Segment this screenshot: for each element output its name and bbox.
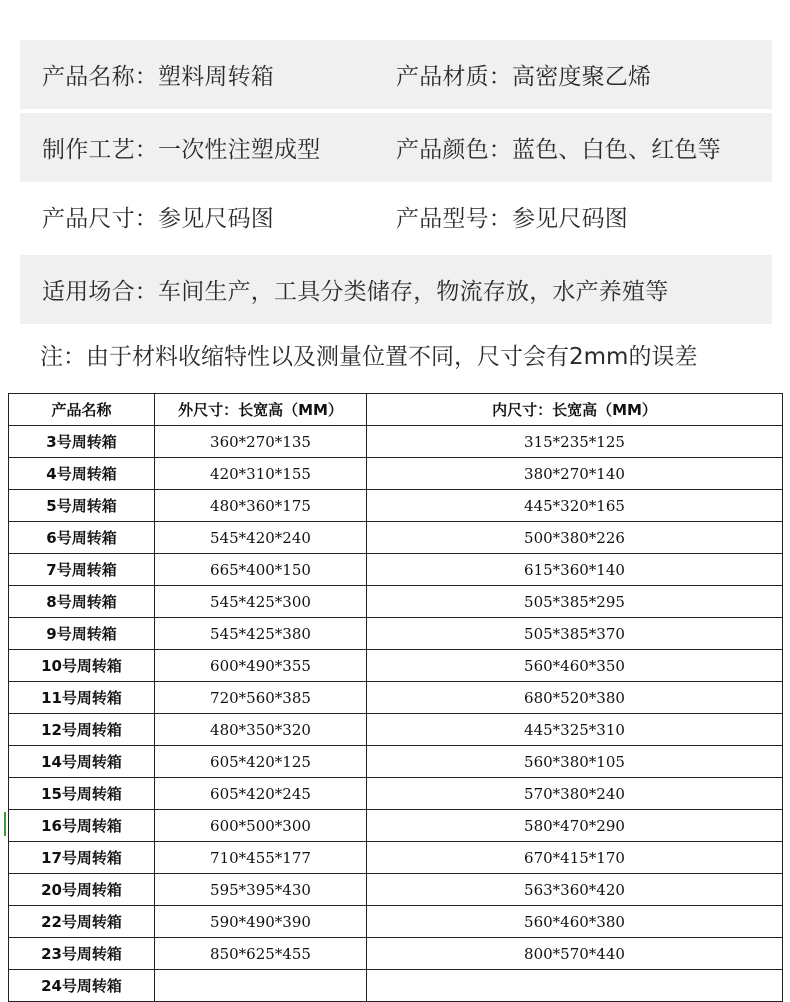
- cell-inner-size: 563*360*420: [367, 874, 783, 906]
- cell-inner-size: 800*570*440: [367, 938, 783, 970]
- cell-inner-size: 680*520*380: [367, 682, 783, 714]
- cell-outer-size: 545*425*300: [155, 586, 367, 618]
- header-outer-size: 外尺寸：长宽高（MM）: [155, 394, 367, 426]
- spec-row-4: [20, 255, 772, 324]
- cell-inner-size: 580*470*290: [367, 810, 783, 842]
- header-product-name: 产品名称: [9, 394, 155, 426]
- cell-product-name: 14号周转箱: [9, 746, 155, 778]
- table-row: [9, 682, 783, 714]
- cell-inner-size: 560*460*350: [367, 650, 783, 682]
- spec-model: 产品型号：参见尺码图: [396, 206, 628, 232]
- cell-product-name: 5号周转箱: [9, 490, 155, 522]
- table-row: [9, 458, 783, 490]
- cell-outer-size: 545*425*380: [155, 618, 367, 650]
- size-table-container: [8, 393, 790, 995]
- cell-outer-size: 850*625*455: [155, 938, 367, 970]
- table-row: [9, 522, 783, 554]
- cell-outer-size: 420*310*155: [155, 458, 367, 490]
- spec-row-1: [20, 40, 772, 109]
- cell-product-name: 8号周转箱: [9, 586, 155, 618]
- cell-inner-size: 570*380*240: [367, 778, 783, 810]
- cell-outer-size: 710*455*177: [155, 842, 367, 874]
- header-inner-size: 内尺寸：长宽高（MM）: [367, 394, 783, 426]
- cell-outer-size: 605*420*125: [155, 746, 367, 778]
- cell-outer-size: 360*270*135: [155, 426, 367, 458]
- cell-outer-size: [155, 970, 367, 1002]
- spec-product-name: 产品名称：塑料周转箱: [42, 64, 274, 90]
- cell-inner-size: 505*385*295: [367, 586, 783, 618]
- spec-panel: [20, 40, 772, 324]
- cell-product-name: 3号周转箱: [9, 426, 155, 458]
- tolerance-note: 注：由于材料收缩特性以及测量位置不同，尺寸会有2mm的误差: [40, 344, 698, 370]
- cell-outer-size: 480*360*175: [155, 490, 367, 522]
- cell-product-name: 6号周转箱: [9, 522, 155, 554]
- table-row: [9, 938, 783, 970]
- table-row: [9, 490, 783, 522]
- cell-inner-size: 670*415*170: [367, 842, 783, 874]
- cell-inner-size: 560*380*105: [367, 746, 783, 778]
- cell-product-name: 23号周转箱: [9, 938, 155, 970]
- table-row: [9, 906, 783, 938]
- cell-product-name: 20号周转箱: [9, 874, 155, 906]
- cell-product-name: 24号周转箱: [9, 970, 155, 1002]
- cell-inner-size: [367, 970, 783, 1002]
- table-row: [9, 746, 783, 778]
- cell-outer-size: 600*490*355: [155, 650, 367, 682]
- spec-material: 产品材质：高密度聚乙烯: [396, 64, 652, 90]
- cell-inner-size: 315*235*125: [367, 426, 783, 458]
- cell-outer-size: 590*490*390: [155, 906, 367, 938]
- row-marker: [4, 812, 6, 836]
- cell-inner-size: 560*460*380: [367, 906, 783, 938]
- cell-outer-size: 600*500*300: [155, 810, 367, 842]
- cell-product-name: 16号周转箱: [9, 810, 155, 842]
- spec-colors: 产品颜色：蓝色、白色、红色等: [396, 137, 721, 163]
- table-row: [9, 810, 783, 842]
- table-row: [9, 842, 783, 874]
- table-row: [9, 714, 783, 746]
- cell-outer-size: 605*420*245: [155, 778, 367, 810]
- table-row: [9, 874, 783, 906]
- cell-product-name: 9号周转箱: [9, 618, 155, 650]
- cell-outer-size: 545*420*240: [155, 522, 367, 554]
- cell-product-name: 7号周转箱: [9, 554, 155, 586]
- cell-inner-size: 445*325*310: [367, 714, 783, 746]
- cell-outer-size: 595*395*430: [155, 874, 367, 906]
- size-table: [8, 393, 783, 1002]
- cell-outer-size: 665*400*150: [155, 554, 367, 586]
- cell-inner-size: 500*380*226: [367, 522, 783, 554]
- cell-product-name: 22号周转箱: [9, 906, 155, 938]
- cell-inner-size: 615*360*140: [367, 554, 783, 586]
- cell-inner-size: 380*270*140: [367, 458, 783, 490]
- cell-product-name: 17号周转箱: [9, 842, 155, 874]
- table-row: [9, 650, 783, 682]
- table-header-row: [9, 394, 783, 426]
- spec-row-2: [20, 113, 772, 182]
- cell-inner-size: 505*385*370: [367, 618, 783, 650]
- cell-product-name: 11号周转箱: [9, 682, 155, 714]
- cell-inner-size: 445*320*165: [367, 490, 783, 522]
- cell-product-name: 10号周转箱: [9, 650, 155, 682]
- cell-product-name: 12号周转箱: [9, 714, 155, 746]
- table-row: [9, 554, 783, 586]
- cell-outer-size: 720*560*385: [155, 682, 367, 714]
- table-row: [9, 426, 783, 458]
- cell-outer-size: 480*350*320: [155, 714, 367, 746]
- spec-process: 制作工艺：一次性注塑成型: [42, 137, 321, 163]
- cell-product-name: 4号周转箱: [9, 458, 155, 490]
- table-row: [9, 586, 783, 618]
- spec-size: 产品尺寸：参见尺码图: [42, 206, 274, 232]
- spec-row-3: [20, 182, 772, 251]
- table-row: [9, 778, 783, 810]
- table-row: [9, 970, 783, 1002]
- cell-product-name: 15号周转箱: [9, 778, 155, 810]
- table-row: [9, 618, 783, 650]
- spec-usage: 适用场合：车间生产，工具分类储存，物流存放，水产养殖等: [42, 279, 669, 305]
